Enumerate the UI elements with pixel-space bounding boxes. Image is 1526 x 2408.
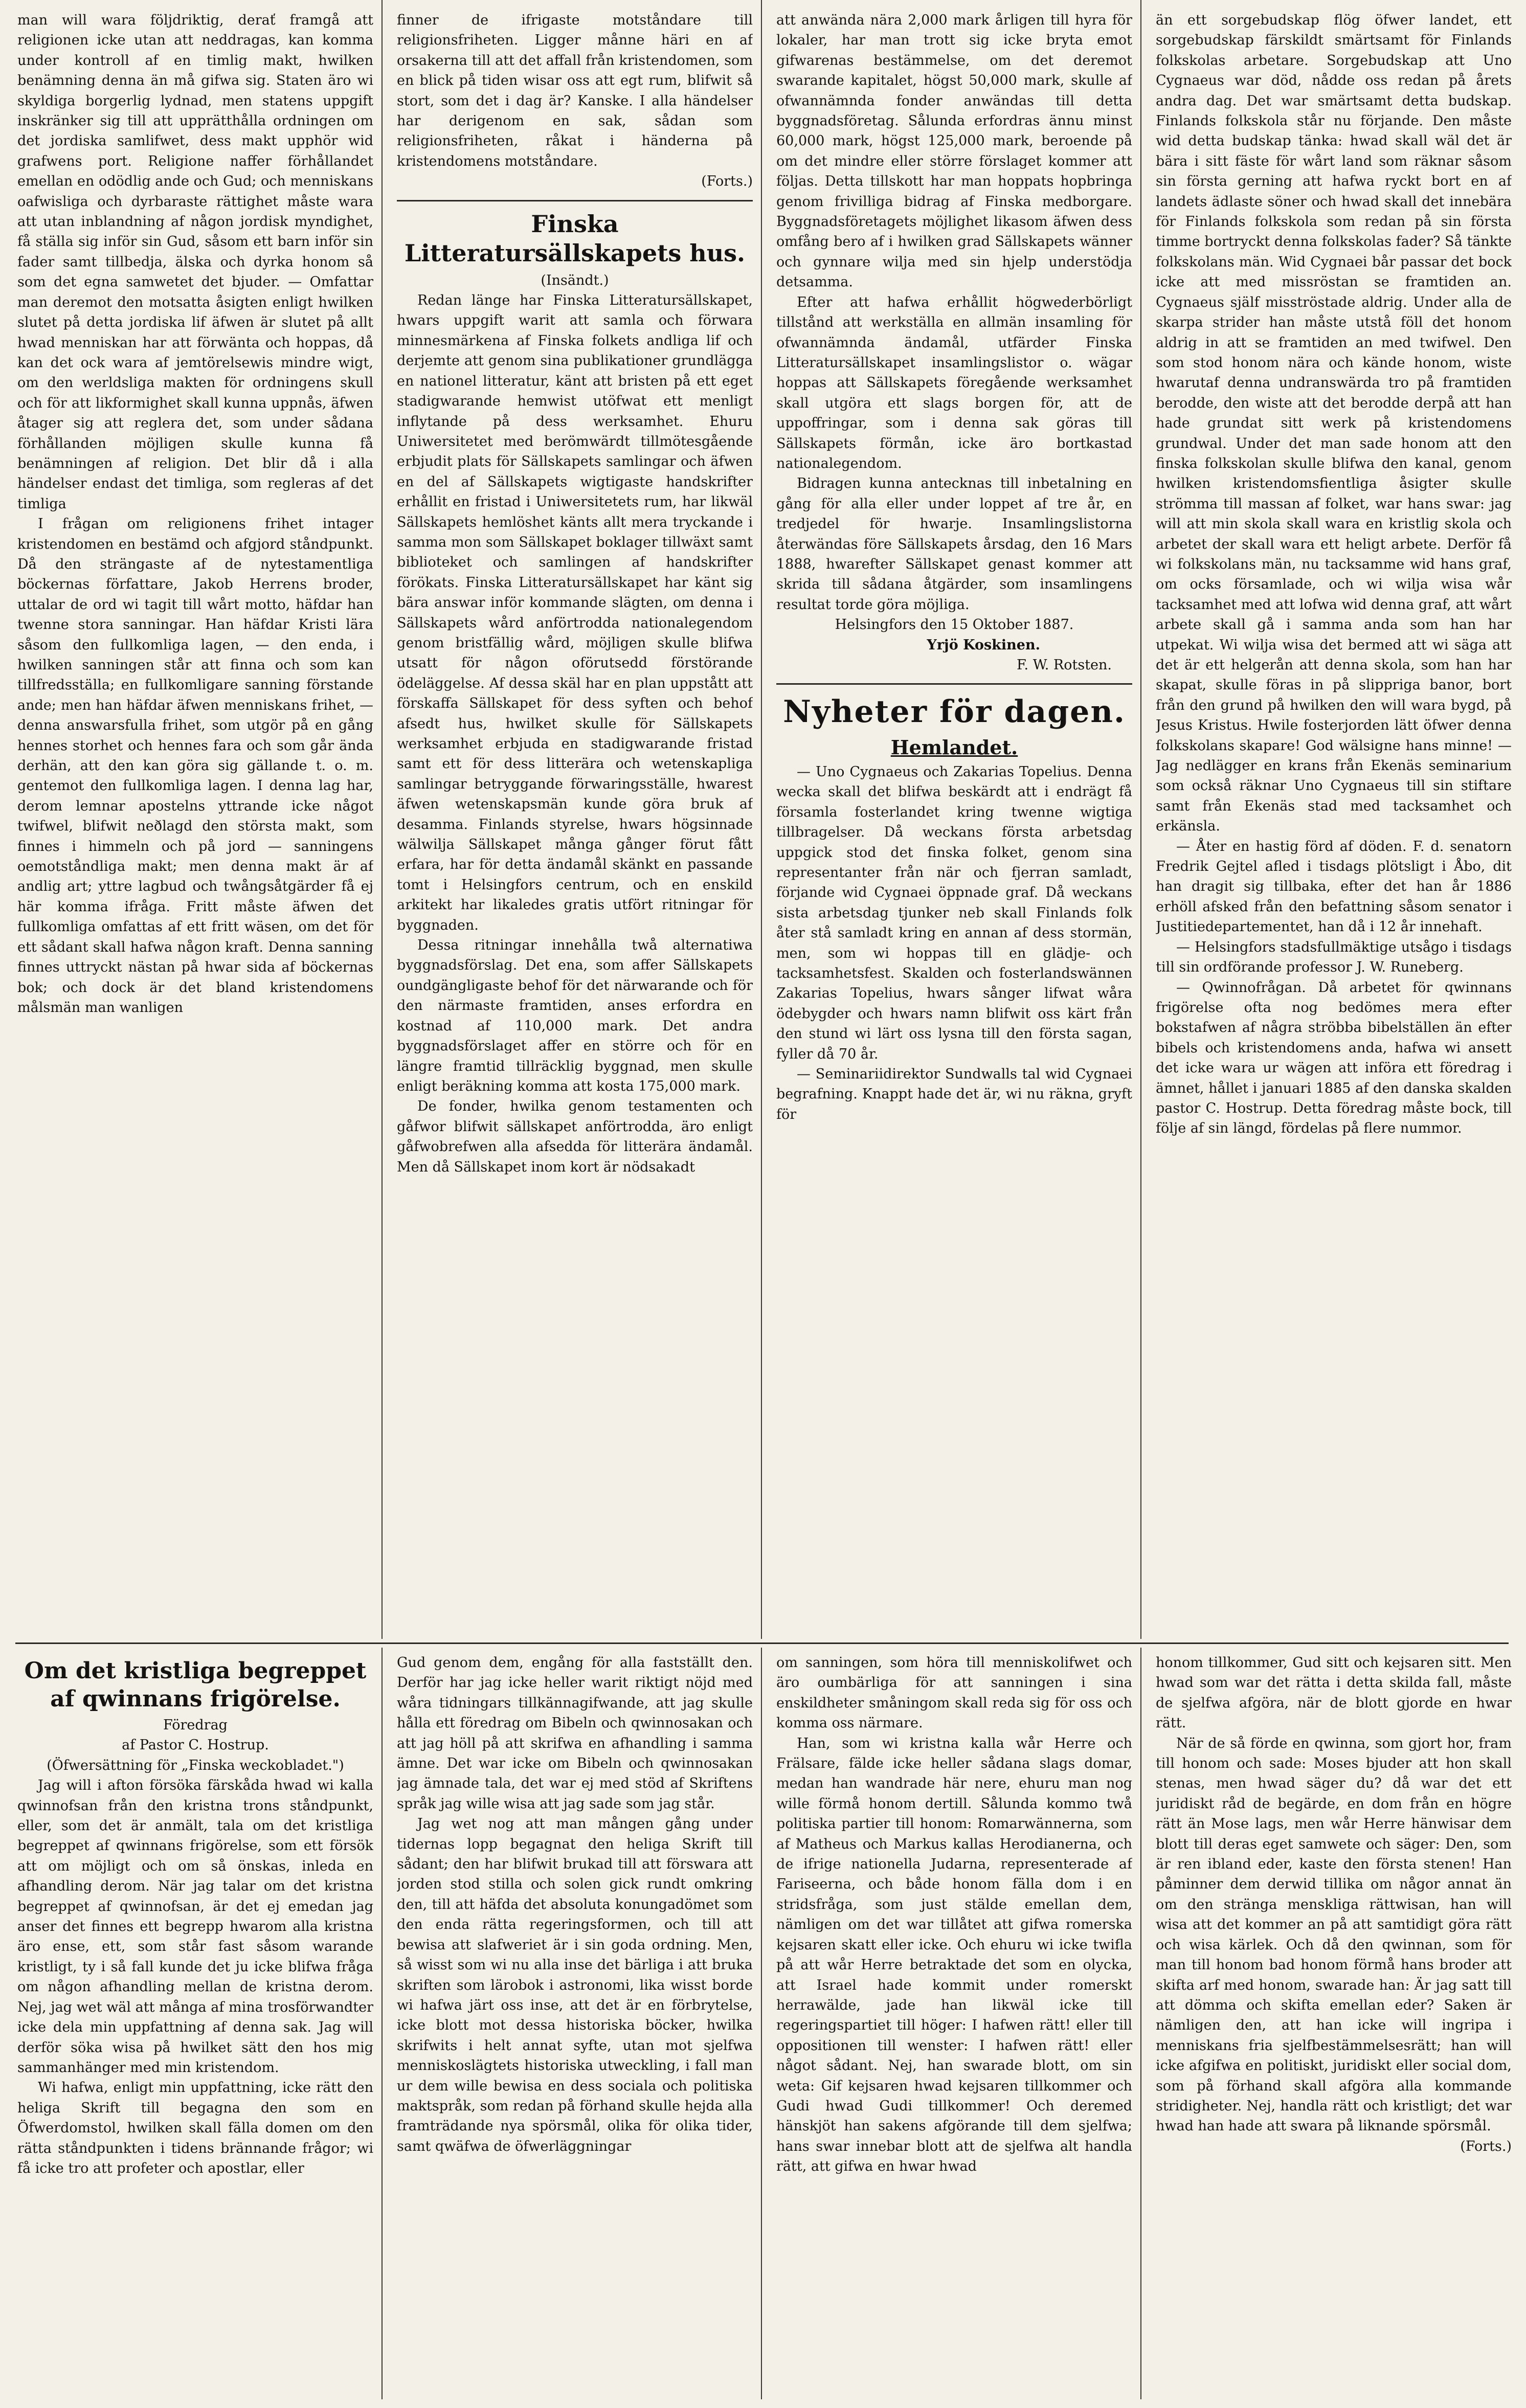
article-column-4 [1156, 10, 1512, 1636]
paragraph: Bidragen kunna antecknas till inbetalning en gång för alla eller under loppet af tre år, en tredjedel för hwarje. Insamlingslistorna återwändas före Sällskapets årsdag, den 16 Mars 1888, hwarefter Sällskapet genast kommer att skrida till sådana åtgärder, som insamlingens resultat torde göra möjliga. [776, 476, 1132, 613]
article-divider [397, 200, 753, 201]
paragraph: Jag wet nog att man mången gång under tidernas lopp begagnat den heliga Skrift till sådant; den har blifwit brukad till att förswara att jorden stod stilla och solen gick rundt omkring den, till att häfda det absoluta konungadömet som den enda rätta regeringsformen, och till att bewisa att slafweriet är i sin goda ordning. Men, så wisst som wi nu alla inse det bärliga i att bruka skriften som lärobok i astronomi, lika wisst borde wi hafwa järt oss inse, att det är en förbrytelse, icke blott mot dessa historiska böcker, hwilka skrifwits i helt annat syfte, utan mot sjelfwa menniskoslägtets historiska utweckling, i fall man ur dem wille bewisa en dess sociala och politiska maktspråk, som redan på förhand skulle hejda alla framträdande nya spörsmål, olika för olika tider, samt qwäfwa de öfwerläggningar [397, 1816, 753, 2154]
news-section-heading: Nyheter för dagen. [783, 694, 1126, 730]
lecture-column-2 [397, 1653, 753, 2399]
paragraph: Jag will i afton försöka färskåda hwad wi kalla qwinnofsan från den kristna trons ståndpunkt, eller, som det är anmält, tala om det kristliga begreppet af qwinnans frigörelse, som ett försök att om möjligt och om så önskas, inleda en afhandling derom. När jag talar om det kristna begreppet af qwinnofsan, är det ej emedan jag anser det finnes ett begrepp hwarom alla kristna äro ense, ett, som står fast såsom warande kristligt, ty i så fall kunde det ju icke blifwa fråga om någon afhandling mellan de kristna derom. Nej, jag wet wäl att många af mina trosförwandter icke dela min uppfattning af denna sak. Jag will derför söka wisa på hwilket sätt den hos mig sammanhänger med min kristendom. [17, 1777, 373, 2076]
article-column-3 [776, 10, 1132, 1636]
paragraph: honom tillkommer, Gud sitt och kejsaren sitt. Men hwad som war det rätta i detta skilda fall, måste de sjelfwa afgöra, när de blott gjorde en hwar rätt. [1156, 1655, 1512, 1731]
paragraph: om sanningen, som höra till menniskolifwet och äro oumbärliga för att sanningen i sina enskildheter småningom skall reda sig för oss och komma oss närmare. [776, 1655, 1132, 1731]
column-rule [761, 1648, 762, 2399]
news-subsection-heading: Hemlandet. [890, 736, 1018, 759]
column-rule [381, 0, 383, 1639]
continued-note: (Forts.) [1460, 2138, 1512, 2154]
article-column-1 [17, 10, 373, 1636]
column-rule [1140, 0, 1141, 1639]
column-rule [761, 0, 762, 1639]
signature: Yrjö Koskinen. [927, 637, 1040, 653]
lecture-column-4 [1156, 1653, 1512, 2399]
section-divider [15, 1642, 1509, 1644]
lecture-translation-note: (Öfwersättning för „Finska weckobladet.") [47, 1757, 344, 1773]
news-item: — Åter en hastig förd af döden. F. d. senatorn Fredrik Gejtel afled i tisdags plötsligt i Åbo, dit han dragit sig tillbaka, efter det han år 1886 erhöll afsked från den befattning såsom senator i Justitiedepartementet, han då i 12 år innehaft. [1156, 838, 1512, 935]
news-item: — Uno Cygnaeus och Zakarias Topelius. Denna wecka skall det blifwa beskärdt att i endrägt få församla fosterlandet kring twenne wigtiga tillbragelser. Då weckans första arbetsdag uppgick stod det finska folket, genom sina representanter från när och fjerran samladt, förjande wid Cygnaei öppnade graf. Då weckans sista arbetsdag tjunker neb skall Finlands folk åter stå samladt kring en annan af dess stormän, men, som wi hoppas till en glädje- och tacksamhetsfest. Skalden och fosterlandswännen Zakarias Topelius, hwars sånger lifwat wåra ödebygder och hwars namn blifwit oss kärt från den stund wi lärt oss lysna till den första sagan, fyller då 70 år. [776, 763, 1132, 1062]
paragraph: När de så förde en qwinna, som gjort hor, fram till honom och sade: Moses bjuder att hon skall stenas, men hwad säger du? då war det ett juridiskt råd de begärde, en dom från en högre rätt än Mose lags, men wår Herre hänwisar dem blott till deras eget samwete och säger: Den, som är ren ibland eder, kaste den första stenen! Han påminner dem derwid tillika om någor annat än om den stränga menskliga rättwisan, han will wisa att det kommer an på att samtidigt göra rätt och wisa kärlek. Och då den qwinnan, som för man till honom bad honom förmå hans broder att skifta arf med honom, swarade han: Är jag satt till att dömma och skifta emellan eder? Saken är nämligen den, att han icke will ingripa i menniskans fria sjelfbestämmelsesrätt; han will icke afgifwa en politiskt, juridiskt eller social dom, som på förhand skall afgöra alla kommande stridigheter. Nej, handla rätt och kristligt; det war hwad han hade att swara på liknande spörsmål. [1156, 1735, 1512, 2134]
paragraph: finner de ifrigaste motståndare till religionsfriheten. Ligger månne häri en af orsakerna till att det affall från kristendomen, som en blick på tiden wisar oss att egt rum, blifwit så stort, som det i dag är? Kanske. I alla händelser har derigenom en sak, sådan som religionsfriheten, råkat i händerna på kristendomens motståndare. [397, 12, 753, 169]
lecture-heading: Om det kristliga begreppet af qwinnans frigörelse. [24, 1658, 367, 1712]
news-item: — Qwinnofrågan. Då arbetet för qwinnans frigörelse ofta nog bedömes mera efter bokstafwen af några ströbba bibelställen än efter bibels och kristendomens anda, hafwa wi ansett det icke wara ur wägen att införa ett föredrag i ämnet, hållet i januari 1885 af den danska skalden pastor C. Hostrup. Detta föredrag måste bock, till följe af sin längd, fördelas på flere nummor. [1156, 979, 1512, 1137]
paragraph: att anwända nära 2,000 mark årligen till hyra för lokaler, har man trott sig icke bryta emot gifwarenas bestämmelse, om det deremot swarande kapitalet, högst 50,000 mark, skulle af ofwannämnda fonder anwändas till detta byggnadsföretag. Sålunda erfordras ännu minst 60,000 mark, högst 125,000 mark, beroende på om det mindre eller större förslaget kommer att följas. Detta tillskott har man hoppats hopbringa genom frivilliga bidrag af Finska medborgare. Byggnadsföretagets möjlighet likasom äfwen dess omfång bero af i hwilken grad Sällskapets wänner och gynnare wilja med sin hjelp understödja detsamma. [776, 12, 1132, 290]
paragraph: De fonder, hwilka genom testamenten och gåfwor blifwit sällskapet anförtrodda, äro enligt gåfwobrefwen alla afsedda för litterära ändamål. Men då Sällskapet inom kort är nödsakadt [397, 1098, 753, 1175]
news-item: — Helsingfors stadsfullmäktige utsågo i tisdags till sin ordförande professor J. W. Runeberg. [1156, 939, 1512, 976]
paragraph: I frågan om religionens frihet intager kristendomen en bestämd och afgjord ståndpunkt. Då den strängaste af de nytestamentliga böckernas författare, Jakob Herrens broder, uttalar de ord wi tagit till wårt motto, häfdar han twenne stora sanningar. Han häfdar Kristi lära såsom den fullkomliga lagen, — den enda, i hwilken sanningen står att finna och som kan tillfredsställa; en fullkomligare sanning förstande ande; men han häfdar äfwen menniskans frihet, — denna answarsfulla frihet, som utgör på en gång hennes storhet och hennes fara och som går ända derhän, att den kan göra sig gällande t. o. m. gentemot den fullkomliga lagen. I denna lag har, derom lemnar apostelns yttrande icke något twifwel, blifwit neðlagd den största makt, som finnes i himmeln och på jord — sanningens oemotståndliga makt; men denna makt är af andlig art; yttre lagbud och twångsåtgärder få ej här komma ifråga. Fritt måste äfwen det fullkomliga omfattas af ett fritt wäsen, om det för ett sådant skall hafwa någon kraft. Denna sanning finnes uttryckt nästan på hwar sida af böckernas bok; och dock är det bland kristendomens målsmän man wanligen [17, 516, 373, 1016]
article-divider [776, 683, 1132, 685]
column-rule [381, 1648, 383, 2399]
lecture-subtitle: Föredrag [163, 1717, 228, 1733]
paragraph: än ett sorgebudskap flög öfwer landet, ett sorgebudskap färskildt smärtsamt för Finlands folkskolas arbetare. Sorgebudskap att Uno Cygnaeus war död, nådde oss redan på årets andra dag. Det war smärtsamt detta budskap. Finlands folkskola står nu förjande. Den måste wid detta budskap tänka: hwad skall wäl det är bära i sitt fäste för wårt land som räknar såsom sin första gerning att hafwa ryckt bort en af landets ädlaste söner och hwad skall det innebära för Finlands folkskola som redan på sin första timme bortryckt denna folkskolas fader? Så tänkte folkskolans män. Wid Cygnaei bår passar det bock icke att med missröstan se framtiden an. Cygnaeus själf misströstade aldrig. Under alla de skarpa strider han måste utstå föll det honom aldrig in att se framtiden an med twifwel. Den som stod honom nära och kände honom, wiste hwarutaf denna undranswärda tro på framtiden berodde, den wiste att det berodde derpå att han hade grundat sitt werk på kristendomens grundwal. Under det man sade honom att den finska folkskolan skulle blifwa den kanal, genom hwilken kristendomsfientliga åsigter skulle strömma till massan af folket, war hans swar: jag will att min skola skall wara en kristlig skola och arbetet der skall wara ett heligt arbete. Derför få wi folkskolans män, nu tacksamme wid hans graf, om ocks församlade, och wi wilja wisa wår tacksamhet med att lofwa wid denna graf, att wårt arbete skall gå i samma anda som han har utpekat. Wi wilja wisa det bermed att wi säga att det är ett helgerån att denna skola, som han har skapat, skulle föras in på slippriga banor, bort från den grund på hwilken den will wara bygd, på Jesus Kristus. Hwile fosterjorden lätt öfwer denna folkskolans skapare! God wälsigne hans minne! — Jag nedlägger en krans från Ekenäs seminarium som också räknar Uno Cygnaeus till sin stiftare samt från Ekenäs stad med tacksamhet och erkänsla. [1156, 12, 1512, 835]
lecture-column-3 [776, 1653, 1132, 2399]
paragraph: Wi hafwa, enligt min uppfattning, icke rätt den heliga Skrift till begagna den som en Öfwerdomstol, hwilken skall fälla domen om den rätta ståndpunkten i tidens brännande frågor; wi få icke tro att profeter och apostlar, eller [17, 2080, 373, 2176]
lecture-author: af Pastor C. Hostrup. [122, 1737, 269, 1753]
paragraph: man will wara följdriktig, derať framgå att religionen icke utan att neddragas, kan komma under kontroll af en timlig makt, hwilken benämning denna än må gifwa sig. Staten äro wi skyldiga borgerlig lydnad, men statens uppgift inskränker sig till att upprätthålla ordningen om det jordiska samlifwet, dess makt upphör wid grafwens port. Religione naffer förhållandet emellan en odödlig ande och Gud; och menniskans oafwisliga och dyrbaraste rättighet måste wara att utan inblandning af någon jordisk myndighet, få ställa sig inför sin Gud, såsom ett barn inför sin fader samt tillbedja, älska och dyrka honom så som det egna samwetet det bjuder. — Omfattar man deremot den motsatta åsigten enligt hwilken slutet på detta jordiska lif äfwen är slutet på allt hwad menniskan har att förwänta och hoppas, då kan det ock wara af jemtörelsewis mindre wigt, om den werldsliga makten för ordningens skull och för att likformighet skall kunna uppnås, äfwen åtager sig att reglera det, som under sådana förhållanden möjligen skulle kunna få benämningen af religion. Det blir då i alla händelser endast det timliga, som regleras af det timliga [17, 12, 373, 512]
paragraph: Gud genom dem, engång för alla fastställt den. Derför har jag icke heller warit riktigt nöjd med wåra tidningars tillkännagifwande, att jag skulle hålla ett föredrag om Bibeln och qwinnosakan och att jag höll på att skrifwa en afhandling i samma ämne. Det war icke om Bibeln och qwinnosakan jag ämnade tala, det war ej med stöd af Skriftens språk jag wille wisa att jag sade som jag står. [397, 1655, 753, 1812]
article-source: (Insändt.) [541, 272, 609, 288]
article-heading: Finska Litteratursällskapets hus. [404, 210, 746, 267]
paragraph: Han, som wi kristna kalla wår Herre och Frälsare, fälde icke heller sådana slags domar, medan han wandrade här nere, ehuru man nog wille förmå honom dertill. Sålunda kommo twå politiska partier till honom: Romarwännerna, som af Matheus och Markus kallas Herodianerna, och de ifrige nationella Judarna, representerade af Fariseerna, och både honom fälla dom i en stridsfråga, som just stälde emellan dem, nämligen om det war tillåtet att gifwa romerska kejsaren skatt eller icke. Och ehuru wi icke twifla på att wår Herre betraktade det som en olycka, att Israel hade kommit under romerskt herrawälde, jade han likwäl icke till regeringspartiet till höger: I hafwen rätt! eller till oppositionen till wenster: I hafwen rätt! eller något sådant. Nej, han swarade blott, om sin weta: Gif kejsaren hwad kejsaren tillkommer och Gudi hwad Gudi tillkommer! Och deremed hänskjöt han sakens afgörande till dem sjelfwa; hans swar innebar blott att de sjelfwa alt handla rätt, att gifwa en hwar hwad [776, 1735, 1132, 2175]
dateline: Helsingfors den 15 Oktober 1887. [835, 617, 1074, 633]
continued-note: (Forts.) [701, 173, 753, 190]
signature: F. W. Rotsten. [1017, 657, 1112, 673]
column-rule [1140, 1648, 1141, 2399]
paragraph: Efter att hafwa erhållit högwederbörligt tillstånd att werkställa en allmän insamling för ofwannämnda ändamål, utfärder Finska Litteratursällskapet insamlingslistor o. wägar hoppas att Sällskapets föregående werksamhet skall utgöra ett slags borgen för, att de uppoffringar, som i denna sak göras till Sällskapets förmån, icke äro bortkastad nationalegendom. [776, 294, 1132, 471]
paragraph: Redan länge har Finska Litteratursällskapet, hwars uppgift warit att samla och förwara minnesmärkena af Finska folkets andliga lif och derjemte att genom sina publikationer grundlägga en nationel litteratur, känt att bristen på ett eget stadigwarande hemwist utöfwat ett menligt inflytande på dess werksamhet. Ehuru Uniwersitetet med berömwärdt tillmötesgående erbjudit plats för Sällskapets samlingar och äfwen en del af Sällskapets wigtigaste handskrifter erhållit en fristad i Uniwersitetets rum, har likwäl Sällskapets hemlöshet känts allt mera tryckande i samma mon som Sällskapet boklager tillwäxt samt biblioteket och samlingen af handskrifter förökats. Finska Litteratursällskapet har känt sig bära answar inför kommande slägten, om denna i Sällskapets wård anförtrodda nationalegendom genom bristfällig wård, möjligen skulle blifwa utsatt för någon oförutsedd förstörande ödeläggelse. Af dessa skäl har en plan uppstått att förskaffa Sällskapet för dess syften och behof afsedt hus, hwilket skulle för Sällskapets werksamhet erbjuda en stadigwarande fristad samt ett för dess litterära och wetenskapliga samlingar betryggande förwaringsställe, hwarest äfwen wetenskapsmän kunde göra bruk af desamma. Finlands styrelse, hwars högsinnade wälwilja Sällskapet många gånger förut fått erfara, har för detta ändamål skänkt en passande tomt i Helsingfors centrum, och en enskild arkitekt har likaledes gratis utfört ritningar för byggnaden. [397, 292, 753, 933]
paragraph: Dessa ritningar innehålla twå alternatiwa byggnadsförslag. Det ena, som affer Sällskapets oundgängligaste behof för det närwarande och för den närmaste framtiden, anses erfordra en kostnad af 110,000 mark. Det andra byggnadsförslaget affer en större och för en längre framtid tillräcklig byggnad, men skulle enligt beräkning komma att kosta 175,000 mark. [397, 937, 753, 1094]
lecture-column-1 [17, 1653, 373, 2399]
news-item: — Seminariidirektor Sundwalls tal wid Cygnaei begrafning. Knappt hade det är, wi nu räkna, gryft för [776, 1066, 1132, 1122]
article-column-2 [397, 10, 753, 1636]
